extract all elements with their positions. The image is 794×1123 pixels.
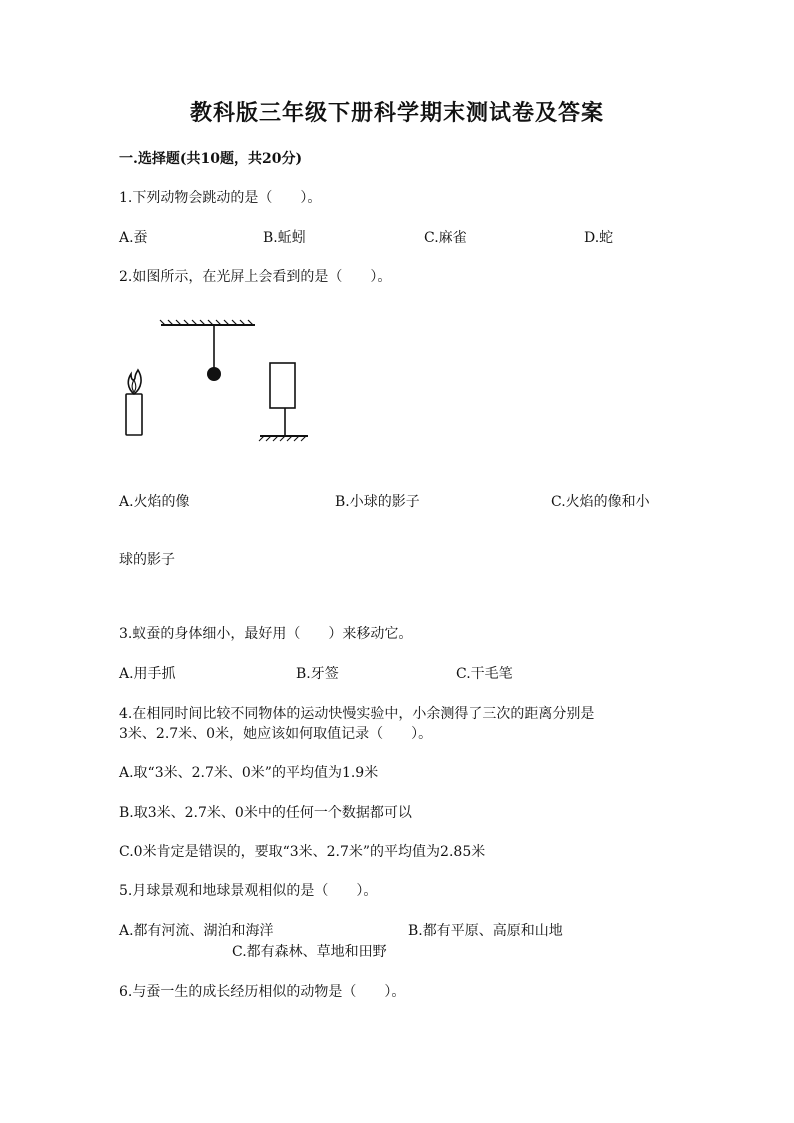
question-5-option-b[interactable]: B.都有平原、高原和山地 xyxy=(408,923,563,939)
question-2-option-c[interactable]: C.火焰的像和小 xyxy=(551,494,650,510)
question-1-option-d[interactable]: D.蛇 xyxy=(584,230,614,246)
question-1-stem: 1.下列动物会跳动的是（ ）。 xyxy=(119,190,322,206)
question-3-option-c[interactable]: C.干毛笔 xyxy=(456,666,513,682)
question-4-option-a[interactable]: A.取“3米、2.7米、0米”的平均值为1.9米 xyxy=(119,765,379,781)
light-screen xyxy=(259,363,308,441)
question-3-option-a[interactable]: A.用手抓 xyxy=(119,666,176,682)
question-6-stem: 6.与蚕一生的成长经历相似的动物是（ ）。 xyxy=(119,984,406,1000)
question-5-option-a[interactable]: A.都有河流、湖泊和海洋 xyxy=(119,923,274,939)
question-2-option-a[interactable]: A.火焰的像 xyxy=(119,494,190,510)
question-3-stem: 3.蚁蚕的身体细小，最好用（ ）来移动它。 xyxy=(119,626,413,642)
question-4-stem-line-1: 4.在相同时间比较不同物体的运动快慢实验中，小余测得了三次的距离分别是 xyxy=(119,706,595,722)
question-5-option-c[interactable]: C.都有森林、草地和田野 xyxy=(232,944,387,960)
small-ball xyxy=(207,367,221,381)
question-1-option-a[interactable]: A.蚕 xyxy=(119,230,148,246)
question-1-option-b[interactable]: B.蚯蚓 xyxy=(263,230,306,246)
question-4-option-b[interactable]: B.取3米、2.7米、0米中的任何一个数据都可以 xyxy=(119,805,412,821)
question-1-option-c[interactable]: C.麻雀 xyxy=(424,230,467,246)
question-4-option-c[interactable]: C.0米肯定是错误的，要取“3米、2.7米”的平均值为2.85米 xyxy=(119,844,486,860)
light-shadow-diagram xyxy=(115,312,325,447)
question-2-option-b[interactable]: B.小球的影子 xyxy=(335,494,420,510)
question-4-stem-line-2: 3米、2.7米、0米，她应该如何取值记录（ ）。 xyxy=(119,726,433,742)
question-2-option-c-wrap[interactable]: 球的影子 xyxy=(119,552,175,568)
page-title: 教科版三年级下册科学期末测试卷及答案 xyxy=(189,100,604,126)
question-5-stem: 5.月球景观和地球景观相似的是（ ）。 xyxy=(119,883,378,899)
question-3-option-b[interactable]: B.牙签 xyxy=(296,666,339,682)
section-heading: 一.选择题(共10题，共20分) xyxy=(119,151,303,167)
question-2-stem: 2.如图所示，在光屏上会看到的是（ ）。 xyxy=(119,269,392,285)
ceiling-mount xyxy=(160,320,255,325)
candle xyxy=(126,370,142,435)
